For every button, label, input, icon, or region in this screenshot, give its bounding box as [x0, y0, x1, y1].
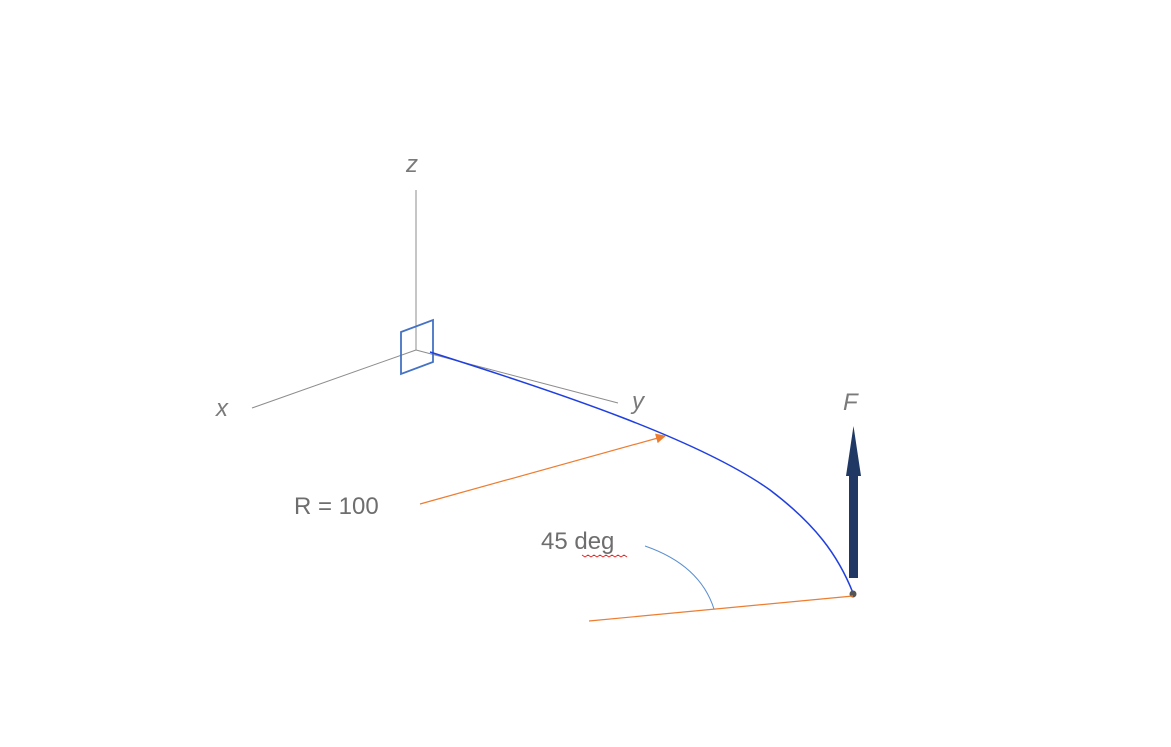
x-axis-label: x — [216, 395, 228, 422]
radius-label: R = 100 — [294, 493, 379, 520]
angle-reference-line — [589, 596, 853, 621]
spellcheck-underline — [582, 555, 627, 557]
x-axis — [252, 350, 416, 408]
y-axis-label: y — [632, 388, 644, 415]
angle-arc — [645, 546, 714, 609]
force-arrow-shaft — [849, 475, 858, 578]
z-axis-label: z — [406, 151, 418, 178]
fixed-support-icon — [401, 320, 433, 374]
force-arrow-head — [846, 426, 861, 476]
radius-leader-arrow — [420, 436, 665, 504]
force-label: F — [843, 389, 858, 416]
angle-label: 45 deg — [541, 528, 615, 555]
